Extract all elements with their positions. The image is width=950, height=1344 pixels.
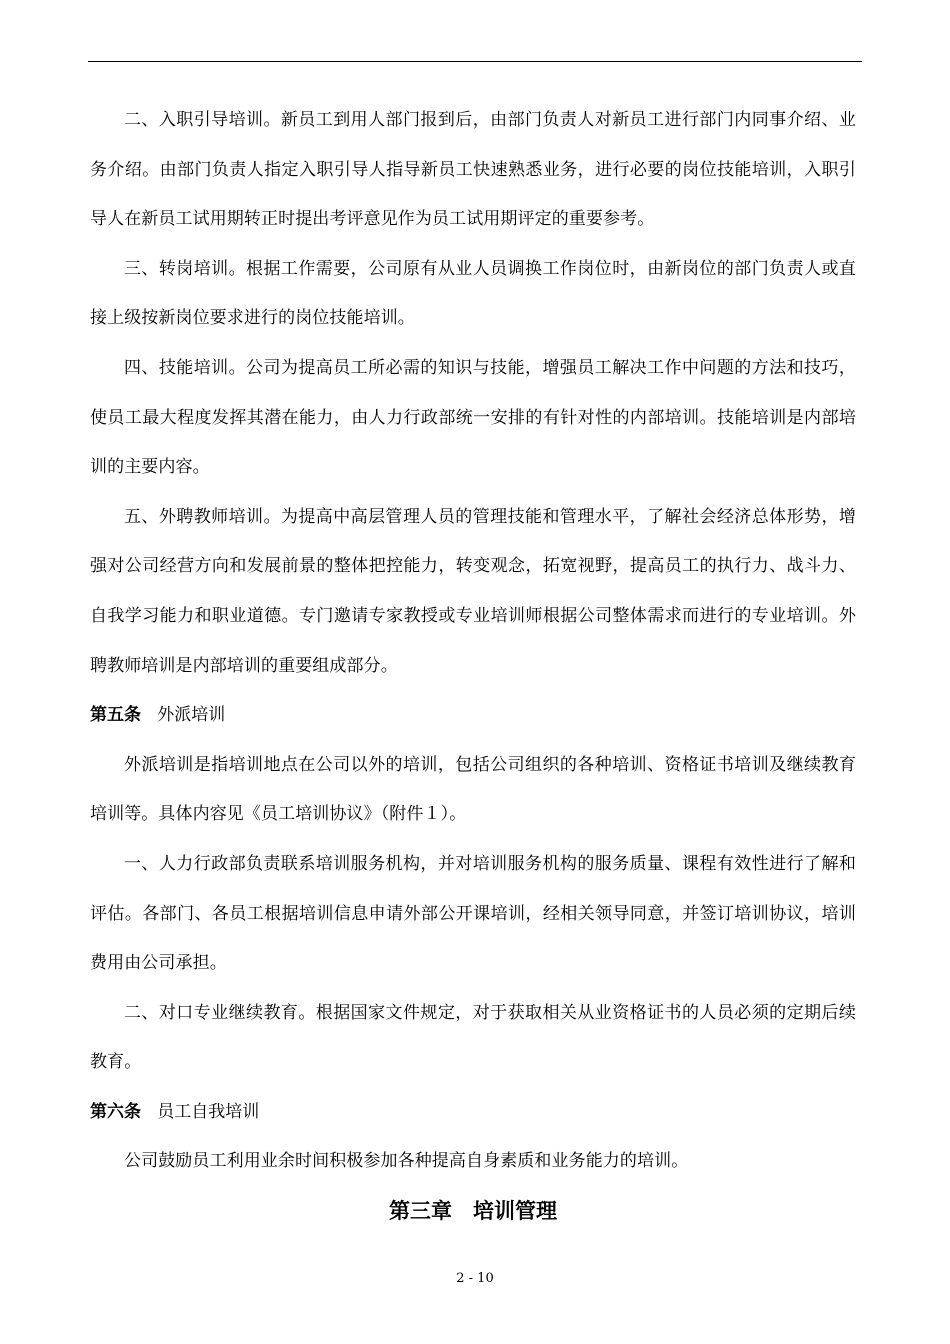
article-6-number: 第六条	[90, 1101, 141, 1122]
article-6-heading	[90, 1088, 856, 1138]
document-body	[90, 96, 856, 1231]
article-5-heading	[90, 691, 856, 741]
paragraph-skills-training: 四、技能培训。公司为提高员工所必需的知识与技能，增强员工解决工作中问题的方法和技巧，使员工最大程度发挥其潜在能力，由人力行政部统一安排的有针对性的内部培训。技能培训是内部培训的主要内容。	[90, 357, 856, 478]
article-5-paragraph-1: 一、人力行政部负责联系培训服务机构，并对培训服务机构的服务质量、课程有效性进行了解和评估。各部门、各员工根据培训信息申请外部公开课培训，经相关领导同意，并签订培训协议，培训费用由公司承担。	[90, 853, 856, 974]
article-5-paragraph-intro: 外派培训是指培训地点在公司以外的培训，包括公司组织的各种培训、资格证书培训及继续教育培训等。具体内容见《员工培训协议》（附件１）。	[90, 754, 856, 825]
article-6-title: 员工自我培训	[157, 1101, 260, 1122]
article-6-paragraph: 公司鼓励员工利用业余时间积极参加各种提高自身素质和业务能力的培训。	[124, 1151, 689, 1172]
article-5-title: 外派培训	[157, 705, 226, 726]
page-number: 2 - 10	[456, 1271, 494, 1286]
header-rule	[88, 61, 862, 62]
paragraph-induction-training: 二、入职引导培训。新员工到用人部门报到后，由部门负责人对新员工进行部门内同事介绍、业务介绍。由部门负责人指定入职引导人指导新员工快速熟悉业务，进行必要的岗位技能培训，入职引导人在新员工试用期转正时提出考评意见作为员工试用期评定的重要参考。	[90, 110, 856, 230]
paragraph-external-teacher-training: 五、外聘教师培训。为提高中高层管理人员的管理技能和管理水平，了解社会经济总体形势，增强对公司经营方向和发展前景的整体把控能力，转变观念，拓宽视野，提高员工的执行力、战斗力、自我学习能力和职业道德。专门邀请专家教授或专业培训师根据公司整体需求而进行的专业培训。外聘教师培训是内部培训的重要组成部分。	[90, 506, 856, 676]
article-5-paragraph-2: 二、对口专业继续教育。根据国家文件规定，对于获取相关从业资格证书的人员必须的定期后续教育。	[90, 1002, 856, 1073]
article-5-number: 第五条	[90, 705, 141, 726]
paragraph-transfer-training: 三、转岗培训。根据工作需要，公司原有从业人员调换工作岗位时，由新岗位的部门负责人或直接上级按新岗位要求进行的岗位技能培训。	[90, 258, 856, 329]
chapter-heading: 第三章 培训管理	[389, 1199, 557, 1224]
